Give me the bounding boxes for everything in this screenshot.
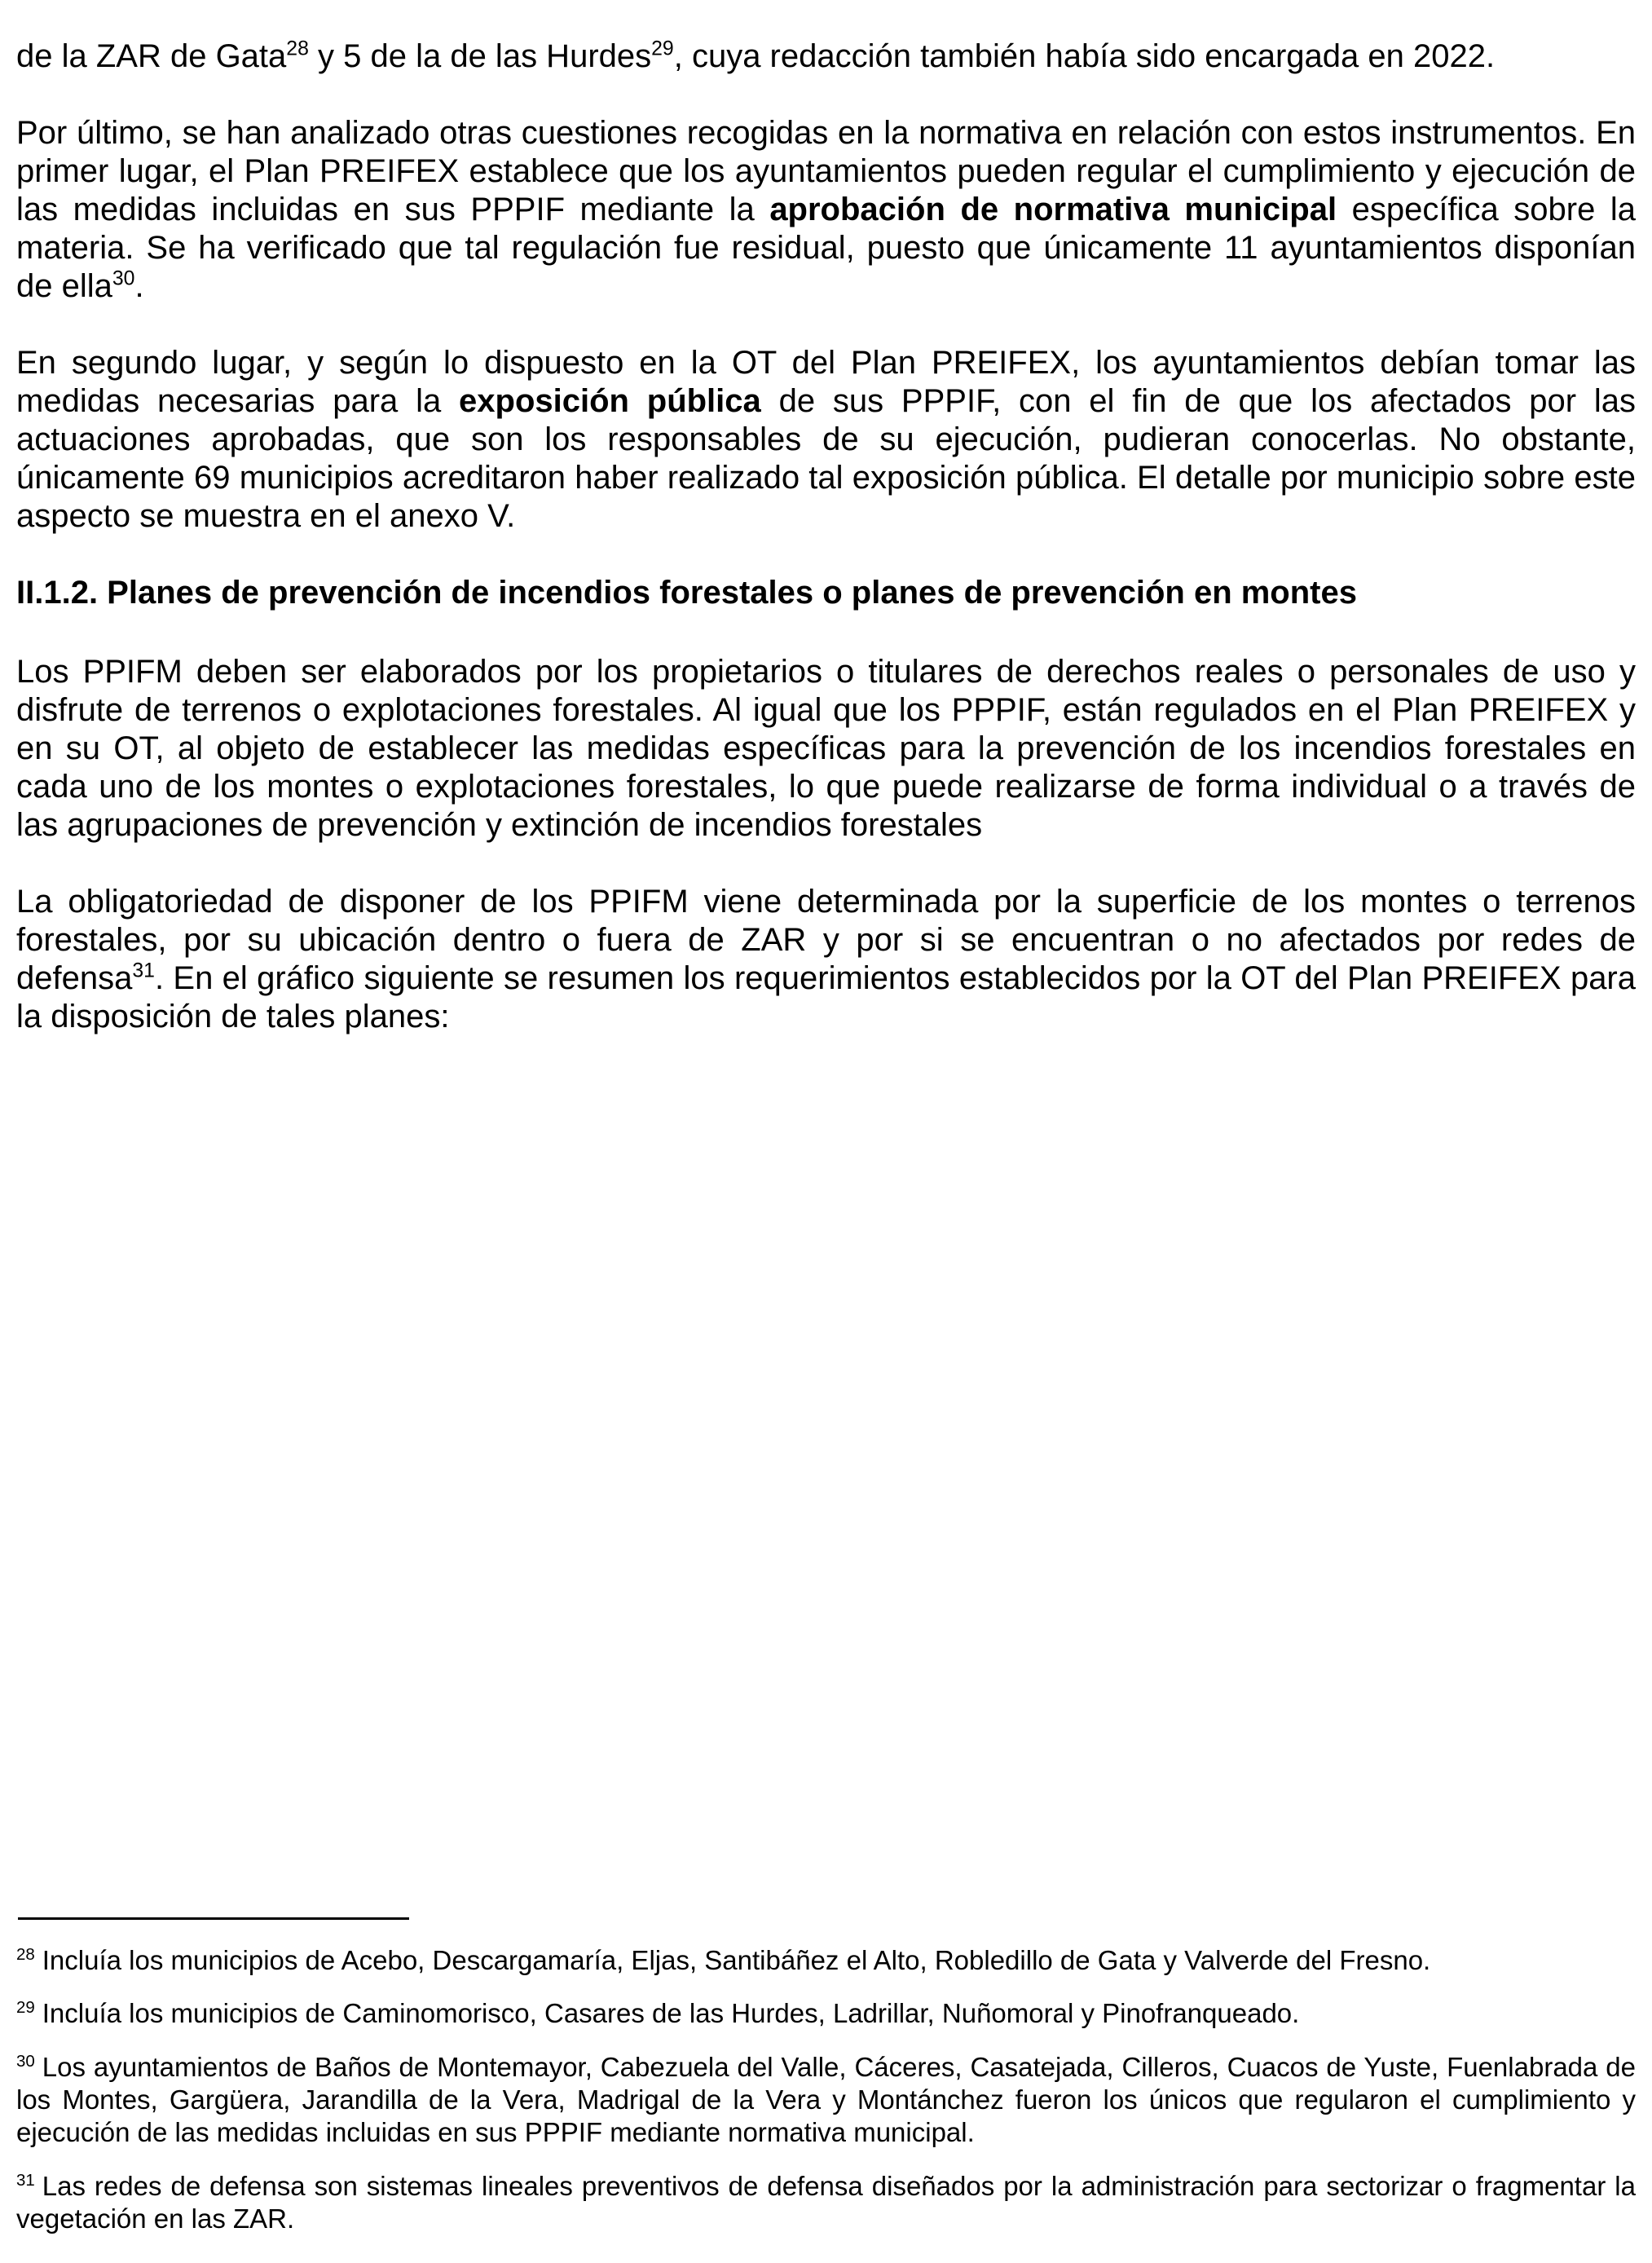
footnote-29: [16, 1997, 1636, 2030]
footnote-28: [16, 1944, 1636, 1977]
footnote-31: [16, 2170, 1636, 2235]
bold-run: aprobación de normativa municipal: [769, 192, 1337, 227]
text-run: de la ZAR de Gata: [16, 38, 287, 74]
text-run: Los PPIFM deben ser elaborados por los propietarios o titulares de derechos reales o personales de uso y disfrute de terrenos o explotaciones forestales. Al igual que los PPPIF, están regulados en el Plan PREIFEX y en su OT, al objeto de establecer las medidas específicas para la prevención de los incendios forestales en cada uno de los montes o explotaciones forestales, lo que puede realizarse de forma individual o a través de las agrupaciones de prevención y extinción de incendios forestales: [16, 654, 1636, 843]
footnote-separator: [18, 1917, 409, 1920]
footnote-marker: 28: [16, 1944, 35, 1964]
footnote-text: Incluía los municipios de Acebo, Descargamaría, Eljas, Santibáñez el Alto, Robledillo de Gata y Valverde del Fresno.: [42, 1944, 1431, 1975]
paragraph-5: [16, 883, 1636, 1036]
text-run: .: [134, 268, 144, 304]
paragraph-1: [16, 37, 1636, 76]
text-run: En segundo lugar, y según lo dispuesto en la OT del Plan PREIFEX, los ayuntamientos debían tomar las medidas necesarias para la: [16, 345, 1636, 419]
text-run: , cuya redacción también había sido encargada en 2022.: [673, 38, 1496, 74]
paragraph-4: [16, 653, 1636, 845]
footnote-ref-31: 31: [132, 959, 155, 982]
footnote-marker: 30: [16, 2052, 35, 2071]
page-body: [16, 37, 1636, 1074]
footnote-30: [16, 2051, 1636, 2149]
paragraph-2: [16, 114, 1636, 306]
empty-space: [16, 1074, 1636, 1917]
paragraph-3: [16, 344, 1636, 536]
text-run: y 5 de la de las Hurdes: [308, 38, 652, 74]
section-heading: II.1.2. Planes de prevención de incendios forestales o planes de prevención en montes: [16, 575, 1357, 611]
text-run: Por último, se han analizado otras cuestiones recogidas en la normativa en relación con estos instrumentos. En primer lugar, el Plan PREIFEX establece que los ayuntamientos pueden regular el cumplimiento y ejecución de las medidas incluidas en sus PPPIF mediante la: [16, 115, 1636, 227]
footnote-marker: 29: [16, 1998, 35, 2018]
footnote-ref-28: 28: [286, 37, 309, 60]
footnote-text: Incluía los municipios de Caminomorisco, Casares de las Hurdes, Ladrillar, Nuñomoral y Pinofranqueado.: [42, 1998, 1300, 2029]
footnote-text: Las redes de defensa son sistemas lineales preventivos de defensa diseñados por la administración para sectorizar o fragmentar la vegetación en las ZAR.: [16, 2171, 1636, 2234]
footnote-ref-29: 29: [651, 37, 674, 60]
text-run: específica sobre la materia. Se ha verificado que tal regulación fue residual, puesto que únicamente 11 ayuntamientos disponían de ella: [16, 192, 1636, 304]
text-run: La obligatoriedad de disponer de los PPIFM viene determinada por la superficie de los montes o terrenos forestales, por su ubicación dentro o fuera de ZAR y por si se encuentran o no afectados por redes de defensa: [16, 884, 1636, 996]
bold-run: exposición pública: [459, 383, 761, 419]
footnote-marker: 31: [16, 2171, 35, 2190]
text-run: . En el gráfico siguiente se resumen los requerimientos establecidos por la OT del Plan PREIFEX para la disposición de tales planes:: [16, 960, 1636, 1034]
footnote-text: Los ayuntamientos de Baños de Montemayor, Cabezuela del Valle, Cáceres, Casatejada, Cilleros, Cuacos de Yuste, Fuenlabrada de los Montes, Gargüera, Jarandilla de la Vera, Madrigal de la Vera y Montánchez fueron los únicos que regularon el cumplimiento y ejecución de las medidas incluidas en sus PPPIF mediante normativa municipal.: [16, 2052, 1636, 2148]
text-run: de sus PPPIF, con el fin de que los afectados por las actuaciones aprobadas, que son los responsables de su ejecución, pudieran conocerlas. No obstante, únicamente 69 municipios acreditaron haber realizado tal exposición pública. El detalle por municipio sobre este aspecto se muestra en el anexo V.: [16, 383, 1636, 534]
footnotes-section: [16, 1917, 1636, 2235]
footnote-ref-30: 30: [112, 267, 135, 290]
